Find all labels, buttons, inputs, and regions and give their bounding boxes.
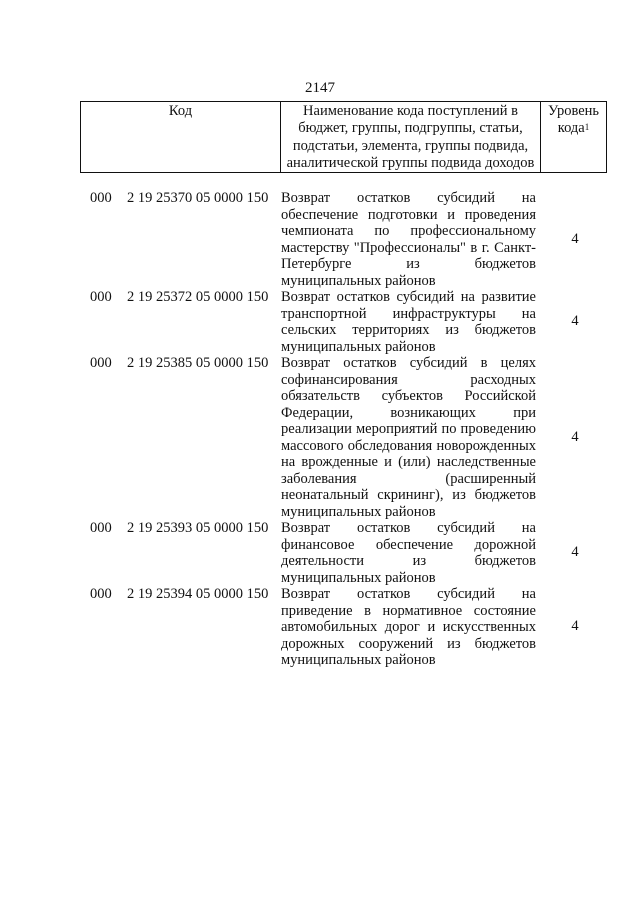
- table-row: [80, 355, 610, 520]
- header-level-label: Уровень кода: [547, 103, 600, 137]
- row-level: 4: [571, 618, 579, 635]
- table-row: [80, 190, 610, 289]
- header-code-label: Код: [168, 103, 193, 119]
- header-name-label: Наименование кода поступлений в бюджет, группы, подгруппы, статьи, подстатьи, элемента, группы подвида, аналитической группы подвида доходов: [286, 103, 535, 171]
- row-code: 2 19 25394 05 0000 150: [127, 586, 269, 602]
- row-name: Возврат остатков субсидий на приведение в нормативное состояние автомобильных дорог и искусственных дорожных сооружений из бюджетов муниципальных районов: [281, 586, 536, 668]
- row-level: 4: [571, 230, 579, 247]
- table-row: [80, 520, 610, 586]
- row-name: Возврат остатков субсидий на финансовое обеспечение дорожной деятельности из бюджетов муниципальных районов: [281, 520, 536, 586]
- row-code: 2 19 25372 05 0000 150: [127, 289, 269, 305]
- row-name: Возврат остатков субсидий на развитие транспортной инфраструктуры на сельских территориях из бюджетов муниципальных районов: [281, 289, 536, 355]
- header-level-footnote: 1: [584, 122, 590, 133]
- header-name-cell: [281, 102, 541, 173]
- row-code: 2 19 25370 05 0000 150: [127, 190, 269, 206]
- table-row: [80, 289, 610, 355]
- header-level-cell: [541, 102, 607, 173]
- page-number: 2147: [305, 80, 335, 96]
- row-code-prefix: 000: [90, 520, 112, 536]
- row-name: Возврат остатков субсидий на обеспечение подготовки и проведения чемпионата по профессиональному мастерству "Профессионалы" в г. Санкт-Петербурге из бюджетов муниципальных районов: [281, 190, 536, 289]
- table-row: [80, 586, 610, 669]
- header-code-cell: [81, 102, 281, 173]
- row-code: 2 19 25393 05 0000 150: [127, 520, 269, 536]
- row-code-prefix: 000: [90, 190, 112, 206]
- row-level: 4: [571, 544, 579, 560]
- row-code-prefix: 000: [90, 586, 112, 602]
- row-code-prefix: 000: [90, 355, 112, 371]
- table-header: [80, 101, 607, 173]
- row-code: 2 19 25385 05 0000 150: [127, 355, 269, 371]
- row-code-prefix: 000: [90, 289, 112, 305]
- table-body: [80, 190, 610, 669]
- row-level: 4: [571, 428, 579, 445]
- row-level: 4: [571, 313, 579, 329]
- row-name: Возврат остатков субсидий в целях софинансирования расходных обязательств субъектов Российской Федерации, возникающих при реализации мероприятий по проведению массового обследования новорожденных на врожденные и (или) наследственные заболевания (расширенный неонатальный скрининг), из бюджетов муниципальных районов: [281, 355, 536, 520]
